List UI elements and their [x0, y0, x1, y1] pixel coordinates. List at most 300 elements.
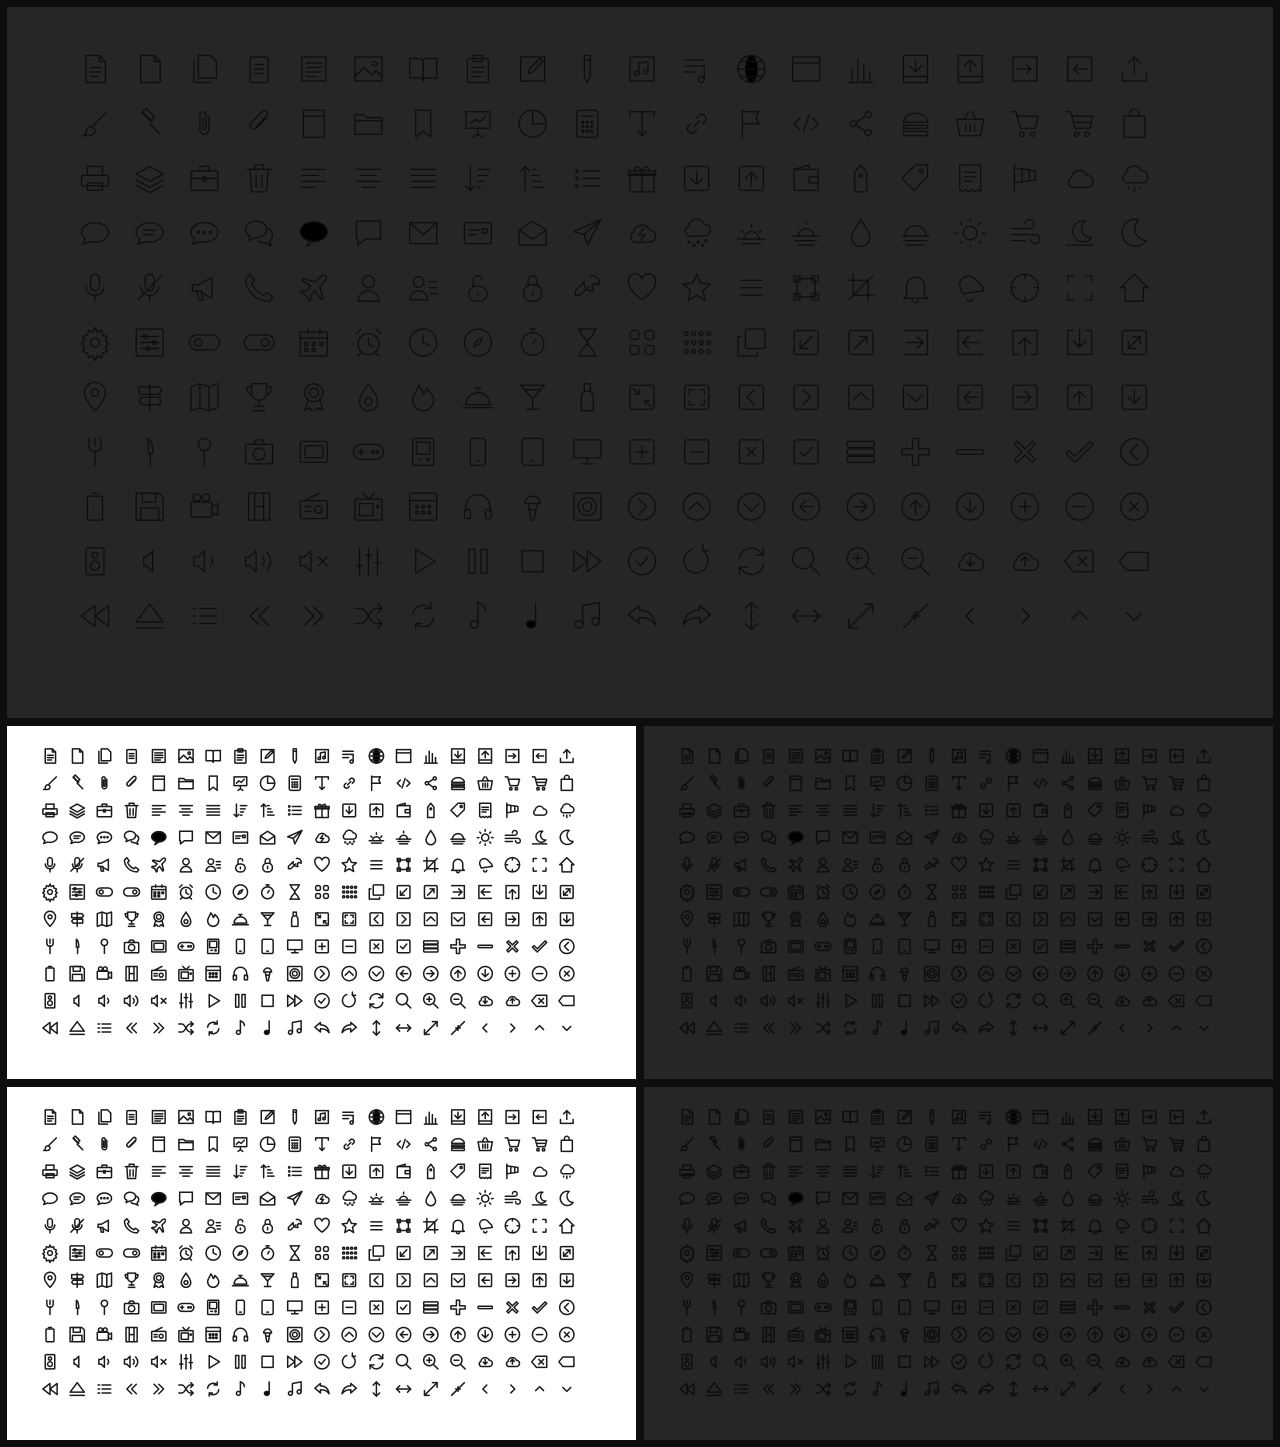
circle-close-icon	[560, 1327, 574, 1341]
chevron-up-icon	[1072, 612, 1087, 620]
inbox-download-icon	[452, 749, 465, 763]
dark-icon-sheet-large	[7, 7, 1273, 718]
card-icon	[233, 1193, 247, 1204]
price-tag-icon	[428, 1164, 434, 1178]
video-camera-icon	[191, 494, 218, 517]
burger-icon	[452, 778, 465, 790]
cloud-download-icon	[959, 553, 984, 570]
sliders-icon	[136, 329, 163, 356]
minus-icon	[1115, 1306, 1129, 1308]
circle-arrow-up-icon	[1088, 1327, 1102, 1341]
keypad-icon	[843, 1327, 857, 1341]
shopping-bag-icon	[561, 1136, 572, 1151]
lock-icon	[263, 1219, 273, 1232]
clipboard-icon	[235, 1110, 246, 1124]
crop-icon	[424, 1219, 438, 1233]
chevron-left-box-icon	[739, 385, 763, 409]
circle-chevron-up-icon	[342, 966, 356, 980]
wallet-icon	[1034, 1164, 1047, 1177]
cloche-icon	[869, 1275, 885, 1285]
clock-dial-icon	[1142, 858, 1156, 872]
circle-chevron-left-icon	[1197, 939, 1211, 953]
exit-icon	[479, 886, 492, 899]
backspace-icon	[1169, 995, 1184, 1006]
align-justify-icon	[207, 806, 220, 816]
film-icon	[126, 966, 137, 980]
chevron-right-icon	[1148, 1024, 1152, 1032]
gavel-icon	[710, 775, 720, 789]
heart-icon	[628, 274, 656, 300]
forward-icon	[342, 1383, 356, 1393]
list-icon	[289, 1167, 302, 1176]
lock-icon	[263, 858, 273, 871]
gift-icon	[629, 167, 656, 192]
resize-vertical-icon	[373, 1382, 379, 1396]
forward-icon	[342, 1022, 356, 1032]
stack-icon	[424, 941, 438, 952]
star-icon	[979, 858, 993, 872]
text-page-icon	[152, 750, 165, 763]
chat-dots-icon	[191, 223, 218, 245]
circle-check-icon	[629, 548, 656, 575]
cloud-drizzle-icon	[343, 1191, 356, 1205]
document-icon	[709, 749, 719, 763]
circle-chevron-left-icon	[1121, 438, 1148, 465]
lock-open-icon	[873, 858, 883, 871]
map-pin-icon	[44, 911, 55, 926]
toggle-off-icon	[733, 1249, 749, 1257]
sign-out-icon	[533, 1111, 546, 1124]
music-note-icon	[236, 1021, 244, 1034]
airplane-icon	[789, 1219, 803, 1233]
bookmark-icon	[416, 110, 431, 137]
user-icon	[358, 276, 379, 302]
browser-window-icon	[1033, 750, 1047, 763]
film-icon	[763, 1327, 774, 1341]
expand-corner-icon	[1197, 886, 1210, 899]
image-icon	[179, 1111, 193, 1124]
wrench-icon	[288, 1219, 301, 1229]
align-left-icon	[302, 169, 326, 187]
queue-list-icon	[735, 1385, 748, 1393]
calculator-icon	[289, 776, 300, 790]
compass-icon	[870, 1246, 884, 1260]
circle-plus-icon	[505, 966, 519, 980]
flag-icon	[372, 776, 381, 790]
circle-chevron-down-icon	[369, 1327, 383, 1341]
brush-icon	[44, 1138, 57, 1151]
eject-icon	[70, 1022, 84, 1035]
fullscreen-box-icon	[343, 1274, 356, 1287]
video-camera-icon	[97, 1328, 111, 1340]
upload-box-icon	[1007, 1165, 1020, 1178]
trash-icon	[762, 803, 775, 817]
edit-icon	[521, 57, 545, 81]
shrink-box-icon	[316, 1274, 329, 1287]
chat-dots-icon	[734, 1193, 748, 1204]
phone-icon	[124, 858, 138, 872]
circle-arrow-down-icon	[1115, 1327, 1129, 1341]
heart-icon	[952, 857, 967, 871]
envelope-icon	[206, 832, 220, 843]
upload-square-icon	[1143, 886, 1156, 899]
calendar-icon	[152, 1246, 166, 1260]
briefcase-icon	[734, 804, 748, 817]
zoom-in-icon	[1061, 1355, 1075, 1369]
minus-box-icon	[980, 1301, 993, 1314]
image-icon	[816, 750, 830, 763]
user-list-icon	[410, 277, 437, 300]
search-icon	[793, 548, 820, 575]
align-center-icon	[180, 1167, 193, 1177]
film-icon	[249, 493, 270, 520]
battery-icon	[46, 966, 54, 980]
inbox-upload-icon	[479, 1110, 492, 1124]
wrench-icon	[575, 276, 599, 296]
link-icon	[344, 778, 354, 788]
list-icon	[576, 170, 600, 187]
equalizer-icon	[180, 994, 193, 1008]
cart-icon	[1142, 777, 1156, 790]
layers-icon	[70, 1165, 84, 1179]
align-left-icon	[152, 806, 165, 816]
inbox-download-icon	[1089, 749, 1102, 763]
pie-chart-icon	[897, 1137, 911, 1151]
notebook-icon	[790, 776, 801, 790]
resize-horizontal-icon	[396, 1386, 410, 1392]
forward-icon	[979, 1022, 993, 1032]
browser-window-icon	[396, 750, 410, 763]
chat-bubble-icon	[82, 223, 109, 245]
film-icon	[126, 1327, 137, 1341]
sunset-icon	[396, 1192, 410, 1205]
circle-chevron-up-icon	[979, 966, 993, 980]
rewind-icon	[82, 606, 109, 627]
moon-icon	[1197, 1191, 1210, 1205]
enter-icon	[1089, 886, 1102, 899]
receipt-icon	[960, 165, 981, 192]
checkmark-icon	[532, 1302, 546, 1313]
video-camera-icon	[734, 1328, 748, 1340]
check-box-icon	[794, 440, 818, 464]
mute-microphone-icon	[138, 274, 162, 301]
redo-icon	[684, 545, 709, 573]
arrow-box-down-left-icon	[1034, 886, 1047, 899]
half-note-icon	[901, 1021, 906, 1034]
award-icon	[154, 1273, 164, 1287]
chevron-left-icon	[966, 609, 974, 624]
basket-icon	[1115, 1138, 1129, 1151]
chevron-left-box-icon	[1007, 1274, 1020, 1287]
reply-icon	[952, 1383, 966, 1393]
tablet-icon	[899, 939, 910, 953]
document-icon	[72, 1110, 82, 1124]
send-icon	[288, 830, 302, 843]
bookmark-icon	[209, 776, 217, 790]
handheld-console-icon	[208, 1300, 219, 1314]
dark-icon-sheet-bottom	[644, 1087, 1273, 1440]
video-tape-icon	[300, 441, 327, 462]
clock-icon	[843, 1246, 857, 1260]
speech-square-icon	[357, 221, 381, 245]
arrow-down-box-icon	[1122, 385, 1146, 409]
focus-frame-icon	[1170, 1219, 1183, 1232]
edit-icon	[261, 1111, 274, 1124]
phone-icon	[761, 1219, 775, 1233]
documents-icon	[736, 1110, 748, 1124]
lock-open-icon	[236, 858, 246, 871]
price-tag-icon	[1065, 1164, 1071, 1178]
chevron-left-icon	[483, 1024, 487, 1032]
chats-icon	[246, 221, 273, 246]
pin-icon	[738, 939, 744, 953]
speech-square-icon	[180, 1192, 193, 1205]
plus-box-icon	[953, 1301, 966, 1314]
camera-icon	[761, 1301, 775, 1314]
chevron-up-icon	[536, 1026, 544, 1030]
briefcase-icon	[191, 166, 218, 190]
document-text-icon	[682, 1110, 692, 1124]
volume-high-icon	[124, 995, 137, 1006]
chats-icon	[761, 1192, 775, 1205]
circle-close-icon	[1197, 966, 1211, 980]
stopwatch-icon	[521, 329, 544, 355]
sunset-icon	[1033, 831, 1047, 844]
code-icon	[397, 778, 410, 788]
speech-square-icon	[180, 831, 193, 844]
burger-icon	[1089, 778, 1102, 790]
bell-icon	[452, 1220, 465, 1233]
flag-icon	[372, 1137, 381, 1151]
basket-icon	[957, 112, 984, 136]
notebook-icon	[790, 1137, 801, 1151]
arrow-down-box-icon	[1197, 913, 1210, 926]
home-icon	[1197, 1219, 1211, 1233]
map-pin-icon	[681, 911, 692, 926]
resize-horizontal-icon	[1033, 1025, 1047, 1031]
tag-icon	[1088, 803, 1101, 816]
minus-icon	[1115, 945, 1129, 947]
vector-square-icon	[794, 276, 818, 300]
equalizer-icon	[357, 548, 381, 575]
notepad-icon	[764, 1111, 774, 1124]
sun-icon	[1114, 1191, 1130, 1207]
windsock-icon	[507, 803, 518, 817]
brush-icon	[681, 1138, 694, 1151]
pie-chart-icon	[897, 776, 911, 790]
text-page-icon	[302, 57, 326, 81]
zoom-out-icon	[451, 994, 465, 1008]
flag-icon	[1009, 776, 1018, 790]
upload-square-icon	[506, 886, 519, 899]
globe-icon	[1006, 1110, 1020, 1124]
bookmark-icon	[846, 1137, 854, 1151]
playlist-icon	[980, 1112, 990, 1124]
documents-icon	[736, 749, 748, 763]
video-tape-icon	[789, 941, 803, 952]
circle-minus-icon	[532, 966, 546, 980]
cloud-lightning-icon	[953, 1194, 966, 1203]
cloud-rain-icon	[1198, 804, 1211, 818]
chevron-up-box-icon	[424, 1274, 437, 1287]
focus-frame-icon	[1170, 858, 1183, 871]
code-icon	[1034, 1139, 1047, 1149]
stop-icon	[262, 995, 273, 1006]
gear-icon	[82, 328, 109, 361]
microphone-icon	[45, 858, 55, 872]
cloche-icon	[869, 914, 885, 924]
circle-chevron-right-icon	[315, 966, 329, 980]
circle-chevron-down-icon	[1006, 1327, 1020, 1341]
play-icon	[416, 549, 436, 573]
stack-icon	[1061, 1302, 1075, 1313]
tag-icon	[451, 1164, 464, 1177]
playlist-icon	[685, 60, 705, 83]
redo-icon	[979, 992, 992, 1007]
collapse-icon	[452, 1022, 465, 1035]
book-icon	[206, 750, 220, 762]
zoom-out-icon	[902, 548, 929, 575]
shuffle-icon	[816, 1383, 830, 1396]
collapse-icon	[452, 1383, 465, 1396]
cloud-lightning-icon	[316, 833, 329, 842]
clock-icon	[410, 329, 437, 356]
gear-icon	[680, 884, 694, 901]
folder-icon	[816, 1139, 830, 1149]
speech-icon	[789, 832, 803, 845]
notepad-icon	[250, 57, 268, 83]
trophy-icon	[247, 384, 271, 411]
hourglass-icon	[290, 1246, 300, 1260]
open-mail-icon	[897, 1192, 911, 1205]
arrow-box-down-left-icon	[794, 331, 818, 355]
bottle-icon	[929, 912, 935, 926]
zoom-in-icon	[424, 994, 438, 1008]
night-icon	[532, 831, 546, 844]
folder-icon	[179, 1139, 193, 1149]
tag-icon	[1088, 1164, 1101, 1177]
zoom-in-icon	[424, 1355, 438, 1369]
resize-horizontal-icon	[396, 1025, 410, 1031]
link-icon	[981, 1139, 991, 1149]
drop-icon	[181, 1273, 191, 1287]
sunrise-icon	[738, 224, 765, 244]
arrow-right-box-icon	[506, 913, 519, 926]
volume-low-icon	[711, 995, 716, 1006]
dots-grid-icon	[343, 1247, 357, 1259]
fog-icon	[1088, 1195, 1102, 1205]
cart-icon	[505, 777, 519, 790]
burger-icon	[1089, 1139, 1102, 1151]
headphones-icon	[233, 967, 247, 980]
fire-icon	[413, 385, 434, 411]
megaphone-icon	[735, 1220, 745, 1232]
cross-icon	[1014, 441, 1035, 462]
align-justify-icon	[844, 1167, 857, 1177]
exit-icon	[1116, 886, 1129, 899]
zoom-out-icon	[1088, 1355, 1102, 1369]
apps-grid-icon	[316, 886, 329, 899]
icon-grid	[644, 1087, 1273, 1440]
upload-square-icon	[1143, 1247, 1156, 1260]
chat-lines-icon	[707, 832, 721, 843]
sign-in-icon	[506, 1111, 519, 1124]
enter-icon	[452, 1247, 465, 1260]
user-icon	[817, 858, 828, 871]
double-chevron-left-icon	[127, 1023, 136, 1033]
eject-icon	[707, 1383, 721, 1396]
menu-icon	[1008, 861, 1019, 869]
copy-icon	[738, 329, 765, 356]
sync-icon	[208, 1021, 219, 1035]
map-pin-icon	[85, 382, 106, 411]
briefcase-icon	[97, 804, 111, 817]
camera-icon	[246, 440, 273, 464]
equalizer-icon	[817, 994, 830, 1008]
trash-icon	[125, 1164, 138, 1178]
monitor-icon	[574, 440, 601, 464]
expand-corner-icon	[560, 1247, 573, 1260]
speech-square-icon	[817, 1192, 830, 1205]
double-music-note-icon	[288, 1021, 301, 1034]
label-icon	[559, 1357, 574, 1367]
volume-low-icon	[144, 551, 153, 572]
chevron-left-icon	[483, 1385, 487, 1393]
download-square-icon	[533, 1246, 546, 1259]
shuffle-icon	[179, 1022, 193, 1035]
queue-list-icon	[192, 609, 216, 624]
search-icon	[396, 1355, 410, 1369]
document-text-icon	[86, 56, 106, 83]
arrow-left-box-icon	[1116, 1274, 1129, 1287]
radio-icon	[152, 1327, 166, 1340]
chevron-down-icon	[1200, 1387, 1208, 1391]
dark-icon-sheet-top	[644, 726, 1273, 1079]
pin-icon	[198, 438, 210, 465]
icon-grid	[7, 1087, 636, 1440]
toggle-off-icon	[96, 1249, 112, 1257]
card-icon	[870, 1193, 884, 1204]
bar-chart-icon	[1061, 1112, 1074, 1124]
double-music-note-icon	[925, 1021, 938, 1034]
speaker-box-icon	[45, 1355, 55, 1369]
queue-list-icon	[735, 1024, 748, 1032]
microphone-icon	[682, 1219, 692, 1233]
music-note-icon	[470, 603, 485, 629]
toggle-off-icon	[189, 335, 219, 350]
circle-arrow-up-icon	[451, 1327, 465, 1341]
shopping-bag-icon	[1124, 109, 1145, 138]
clock-dial-icon	[505, 858, 519, 872]
cloud-upload-icon	[1143, 1358, 1156, 1367]
arrow-box-down-left-icon	[397, 1247, 410, 1260]
lock-icon	[524, 276, 542, 302]
upload-square-icon	[506, 1247, 519, 1260]
upload-icon	[1122, 57, 1146, 81]
paperclip-icon	[102, 1138, 107, 1150]
rewind-icon	[680, 1022, 694, 1033]
receipt-icon	[1117, 803, 1128, 817]
tablet-icon	[262, 1300, 273, 1314]
send-icon	[925, 830, 939, 843]
sliders-icon	[70, 885, 84, 899]
shrink-box-icon	[953, 913, 966, 926]
close-box-icon	[1007, 940, 1020, 953]
sliders-icon	[707, 885, 721, 899]
shuffle-icon	[816, 1022, 830, 1035]
monitor-icon	[925, 1301, 939, 1314]
microphone-icon	[45, 1219, 55, 1233]
